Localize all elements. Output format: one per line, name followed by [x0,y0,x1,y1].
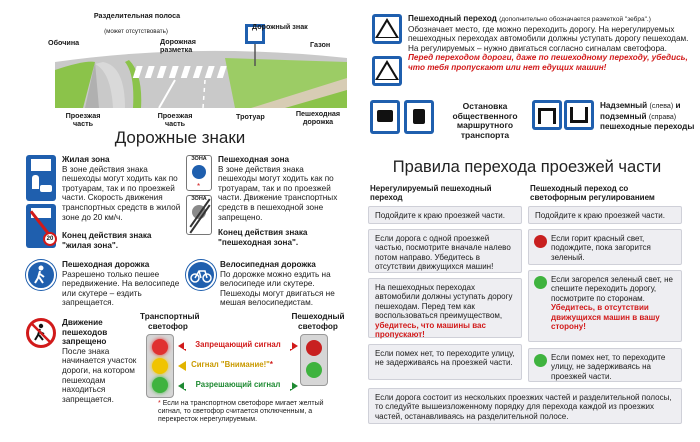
unreg-step-1: Подойдите к краю проезжей части. [368,206,522,224]
tram-stop-sign [404,100,434,134]
label-sign: Дорожный знак [252,22,308,31]
green-signal-label: Разрешающий сигнал [184,380,292,389]
green-man-icon-1 [534,276,547,289]
label-divider: Разделительная полоса [93,11,181,20]
pedestrian-zone-end-sign: ЗОНА [186,195,212,235]
crossing-text: Пешеходный переход (дополнительно обозначается разметкой "зебра".) Обозначает место, где можно переходить дорогу. На нерегулируемых пешеходных переходах автомобили должны уступать дорогу пешеходам. На регулируемых – нужно двигаться согласно сигналам светофора. Перед переходом дороги, даже по пешеходному переходу, убедись, что тебя пропускают или нет едущих машин! [408,14,689,72]
residential-zone-sign [26,155,56,201]
bus-icon [377,110,393,122]
reg-step-2: Если горит красный свет, подождите, пока загорится зеленый. [528,229,682,265]
label-carriageway-1: Проезжая часть [65,111,101,128]
reg-step-4: Если помех нет, то переходите улицу, не задерживаясь на проезжей части. [528,348,682,382]
bus-stop-sign [370,100,400,134]
transport-traffic-light [146,334,174,398]
label-marking: Дорожная разметка [160,37,196,54]
residential-zone-text: Жилая зона В зоне действия знака пешеходы могут ходить как по тротуарам, так и по проезжей части. Скорость движения транспортных средств в жилой зоне до 20 км/ч. [62,155,181,222]
final-rule: Если дорога состоит из нескольких проезжих частей и разделительной полосы, то следуйте вышеизложенному порядку для перехода каждой из проезжих частей, останавливаясь на разделительной полосе. [368,388,682,424]
unreg-step-3: На пешеходных переходах автомобили должны уступать дорогу пешеходам. Перед тем как воспользоваться преимуществом, убедитесь, что машины вас пропускают! [368,278,522,338]
no-pedestrians-text: Движение пешеходов запрещено После знака начинается участок дороги, на котором пешеходам находиться запрещается. [62,318,137,404]
bike-path-text: Велосипедная дорожка По дорожке можно ездить на велосипеде или скутере. Пешеходы могут двигаться не мешая велосипедистам. [220,260,335,308]
label-carriageway-2: Проезжая часть [157,111,193,128]
lights-footnote: * Если на транспортном светофоре мигает желтый сигнал, то светофор считается отключенным, а перекресток нерегулируемым. [158,400,324,424]
speed-20-label: 20 [43,232,57,246]
pedestrian-zone-sign: ЗОНА * [186,155,212,191]
house-icon [31,159,51,171]
label-lawn: Газон [310,40,331,49]
bike-path-sign [186,260,216,290]
people-icon [32,175,39,189]
unreg-step-4: Если помех нет, то переходите улицу, не задерживаясь на проезжей части. [368,344,522,380]
regulated-header: Пешеходный переход со светофорным регулированием [530,184,655,203]
label-divider-note: (может отсутствовать) [104,28,168,35]
pedestrian-light-title: Пешеходный светофор [291,312,345,331]
unregulated-header: Нерегулируемый пешеходный переход [370,184,492,203]
overpass-text: Надземный (слева) и подземный (справа) пешеходные переходы [600,101,695,132]
rules-title: Правила перехода проезжей части [392,158,662,176]
label-sidewalk: Тротуар [236,112,265,121]
reg-step-1: Подойдите к краю проезжей части. [528,206,682,224]
pedestrian-path-sign [26,260,56,290]
red-signal-label: Запрещающий сигнал [184,340,292,349]
pedestrian-path-text: Пешеходная дорожка Разрешено только пешее передвижение. На велосипеде или скутере – ездить запрещается. [62,260,180,308]
no-pedestrians-sign [26,318,56,348]
label-shoulder: Обочина [48,38,80,47]
pedestrian-zone-end-text: Конец действия знака "пешеходная зона". [218,228,308,247]
underpass-sign [564,100,594,130]
crossing-sign-1 [372,14,402,44]
residential-zone-end-text: Конец действия знака "жилая зона". [62,231,152,250]
label-path: Пешеходная дорожка [295,109,341,126]
green-man-icon-2 [534,354,547,367]
walking-person-icon [28,262,54,288]
yellow-signal-label: Сигнал "Внимание!"* [186,360,278,369]
right-page [350,0,700,442]
left-title: Дорожные знаки [114,128,246,147]
car-icon [40,185,52,192]
crossing-sign-2 [372,56,402,86]
walking-person-icon [29,321,53,345]
pedestrian-zone-text: Пешеходная зона В зоне действия знака пешеходы могут ходить как по тротуарам, так и по проезжей части. Движение транспортных средств в пешеходной зоне запрещено. [218,155,338,222]
unreg-step-2: Если дорога с одной проезжей частью, посмотрите вначале налево потом направо. Убедитесь в отсутствии движущихся машин! [368,229,522,273]
overpass-sign [532,100,562,130]
reg-step-3: Если загорелся зеленый свет, не спешите переходить дорогу, посмотрите по сторонам. Убедитесь, в отсутствии движущихся машин в вашу сторону! [528,270,682,342]
stop-text: Остановка общественного маршрутного транспорта [452,101,518,140]
tram-icon [413,109,425,124]
bicycle-icon [188,262,214,288]
transport-light-title: Транспортный светофор [140,312,200,331]
pedestrian-traffic-light [300,334,328,386]
residential-zone-end-sign [26,204,56,248]
red-man-icon [534,235,547,248]
